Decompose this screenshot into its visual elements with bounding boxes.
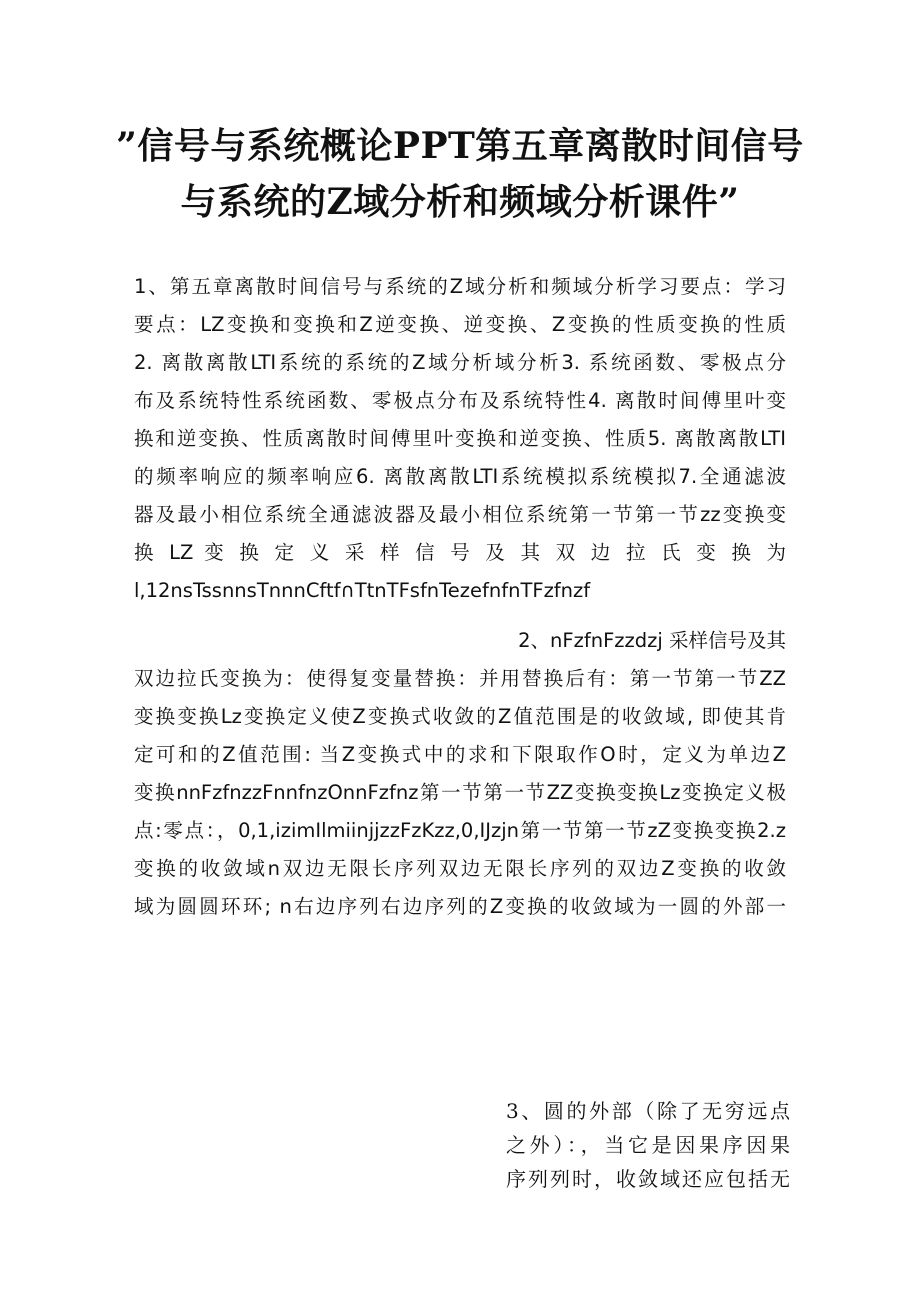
body-line: 器及最小相位系统全通滤波器及最小相位系统第一节第一节zz变换变 (134, 503, 786, 526)
title-line: ”信号与系统概论PPT第五章离散时间信号 (116, 125, 804, 167)
body-line: 2、nFzfnFzzdzj 采样信号及其 (518, 629, 786, 652)
document-title (100, 118, 820, 230)
body-line: 换和逆变换、性质离散时间傅里叶变换和逆变换、性质5. 离散离散LTI (134, 427, 786, 450)
body-line: 要点：LZ变换和变换和Z逆变换、逆变换、Z变换的性质变换的性质 (134, 313, 786, 336)
title-line: 与系统的Z域分析和频域分析课件” (180, 181, 740, 223)
body-text (134, 268, 786, 926)
body-line: 的频率响应的频率响应6. 离散离散LTI系统模拟系统模拟7.全通滤波 (134, 465, 786, 488)
body-line: 换 LZ 变 换 定 义 采 样 信 号 及 其 双 边 拉 氏 变 换 为 (134, 541, 786, 564)
paragraph-gap (134, 610, 786, 622)
body-line: l,12nsTssnnsTnnnCftf∩TtnTFsfnTezefnfnTFzfnzf (134, 579, 591, 602)
body-line: 布及系统特性系统函数、零极点分布及系统特性4. 离散时间傅里叶变 (134, 389, 786, 412)
body-line: 变换变换Lz变换定义使Z变换式收敛的Z值范围是的收敛域, 即使其肯 (134, 705, 786, 728)
side-line: 序列列时，收敛域还应包括无 (506, 1167, 790, 1191)
body-line: 1、第五章离散时间信号与系统的Z域分析和频域分析学习要点：学习 (134, 275, 786, 298)
body-line: 双边拉氏变换为：使得复变量替换：并用替换后有：第一节第一节ZZ (134, 667, 786, 690)
body-line: 2. 离散离散LTI系统的系统的Z域分析域分析3. 系统函数、零极点分 (134, 351, 786, 374)
body-line: 定可和的Z值范围: 当Z变换式中的求和下限取作O时，定义为单边Z (134, 743, 786, 766)
body-line: 点:零点：，0,1,izimIlmiinjjzzFzKzz,0,IJzjn第一节第一节zZ变换变换2.z (134, 819, 786, 842)
side-line: 3、圆的外部（除了无穷远点 (506, 1099, 790, 1123)
body-line: 域为圆圆环环; n右边序列右边序列的Z变换的收敛域为一圆的外部一 (134, 895, 786, 918)
side-line: 之外）：，当它是因果序因果 (506, 1133, 790, 1157)
side-text-block (506, 1094, 790, 1196)
body-line: 变换nnFzfnzzFnnfnzOnnFzfnz第一节第一节ZZ变换变换Lz变换定义极 (134, 781, 786, 804)
body-line: 变换的收敛域n双边无限长序列双边无限长序列的双边Z变换的收敛 (134, 857, 786, 880)
